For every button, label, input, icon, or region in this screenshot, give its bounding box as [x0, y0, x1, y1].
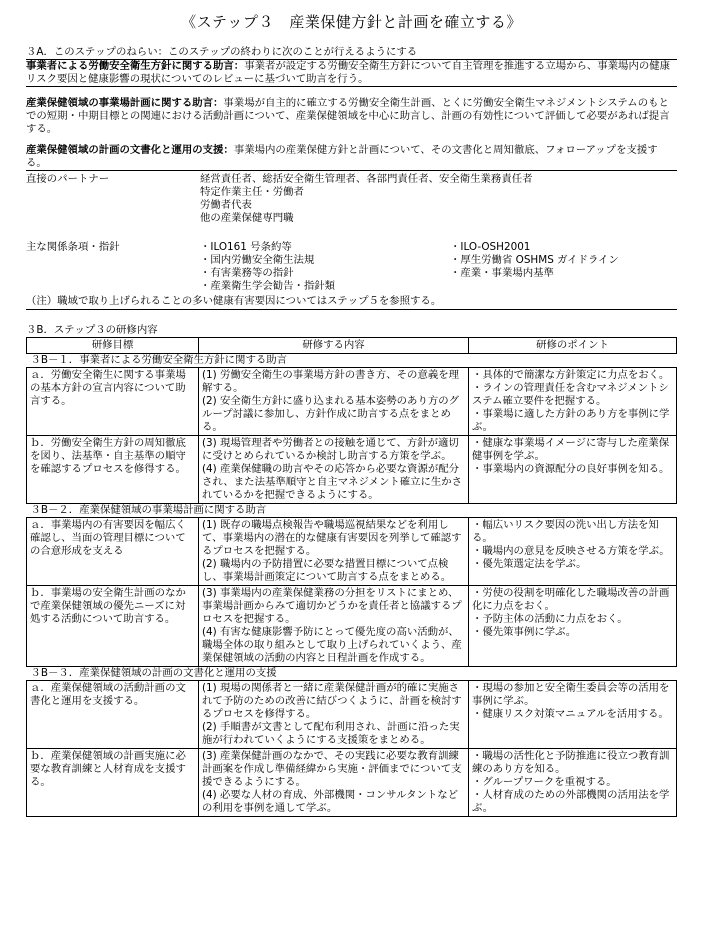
- group-title: ３B－１．事業者による労働安全衛生方針に関する助言: [27, 354, 677, 368]
- point-item: ・現場の参加と安全衛生委員会等の活用を事例に学ぶ。: [472, 682, 670, 707]
- ref-item: ・ILO161 号条約等: [200, 241, 292, 253]
- partners-list: [200, 173, 677, 225]
- partners-label: 直接のパートナー: [26, 173, 110, 185]
- group-header-row: [27, 504, 677, 518]
- content-item: (3) 現場管理者や労働者との接触を通じて、方針が適切に受けとめられているか検討し助言する方策を学ぶ。: [202, 437, 459, 462]
- ref-item: ・ILO-OSH2001: [450, 241, 531, 253]
- aim-label: 産業保健領域の計画の文書化と運用の支援：: [26, 144, 234, 156]
- divider: [26, 170, 677, 171]
- point-item: ・優先策選定法を学ぶ。: [472, 558, 587, 570]
- points-cell: [469, 518, 677, 586]
- point-item: ・グループワークを重視する。: [472, 776, 617, 788]
- partner-item: 経営責任者、総括安全衛生管理者、各部門責任者、安全衛生業務責任者: [200, 173, 533, 185]
- goal-cell: ａ．事業場内の有害要因を幅広く確認し、当面の管理目標についての合意形成を支える: [27, 518, 199, 586]
- goal-cell: ｂ．産業保健領域の計画実施に必要な教育訓練と人材育成を支援する。: [27, 749, 199, 817]
- content-item: (4) 有害な健康影響予防にとって優先度の高い活動が、職場全体の取り組みとして取り上げられていくよう、産業保健領域の活動の内容と日程計画を作成する。: [202, 626, 462, 664]
- content-item: (3) 事業場内の産業保健業務の分担をリストにまとめ、事業場計画からみて適切かどうかを責任者と協議するプロセスを把握する。: [202, 587, 462, 625]
- content-cell: [199, 586, 469, 667]
- aim-paragraph: [26, 144, 677, 170]
- point-item: ・職場の活性化と予防推進に役立つ教育訓練のあり方を知る。: [472, 750, 670, 775]
- refs-block: [26, 241, 677, 293]
- ref-item: ・厚生労働省 OSHMS ガイドライン: [450, 254, 619, 266]
- training-table: [26, 337, 677, 817]
- point-item: ・幅広いリスク要因の洗い出し方法を知る。: [472, 519, 659, 544]
- table-row: [27, 436, 677, 504]
- page-title: 《ステップ３ 産業保健方針と計画を確立する》: [181, 13, 522, 31]
- table-row: [27, 586, 677, 667]
- content-item: (1) 労働安全衛生の事業場方針の書き方、その意義を理解する。: [202, 369, 460, 394]
- column-header: 研修目標: [27, 338, 199, 354]
- group-header-row: [27, 354, 677, 368]
- point-item: ・人材育成のための外部機関の活用法を学ぶ。: [472, 789, 670, 814]
- points-cell: [469, 681, 677, 749]
- content-cell: [199, 749, 469, 817]
- partner-item: 特定作業主任・労働者: [200, 186, 304, 198]
- content-item: (4) 必要な人材の育成、外部機関・コンサルタントなどの利用を事例を通して学ぶ。: [202, 789, 459, 814]
- aim-paragraph: [26, 60, 677, 86]
- content-cell: [199, 368, 469, 436]
- content-item: (2) 職場内の予防措置に必要な措置目標について点検し、事業場計画策定について助言する点をまとめる。: [202, 558, 452, 583]
- content-item: (2) 手順書が文書として配布利用され、計画に沿った実施が行われていくようにする支援策をまとめる。: [202, 721, 460, 746]
- aim-text: 事業者が設定する労働安全衛生方針について自主管理を推進する立場から、事業場内の健康リスク要因と健康影響の現状についてのレビューに基づいて助言を行う。: [26, 60, 671, 85]
- aim-label: 産業保健領域の事業場計画に関する助言：: [26, 97, 224, 109]
- content-item: (2) 安全衛生方針に盛り込まれる基本姿勢のあり方のグループ討議に参加し、方針作成に助言する点をまとめる。: [202, 395, 460, 433]
- ref-item: ・産業・事業場内基準: [450, 267, 554, 279]
- content-item: (1) 現場の関係者と一緒に産業保健計画が的確に実施されて予防のための改善に結びつくように、計画を検討するプロセスを修得する。: [202, 682, 462, 720]
- partner-item: 労働者代表: [200, 199, 252, 211]
- points-cell: [469, 436, 677, 504]
- divider: [26, 86, 677, 87]
- ref-item: ・国内労働安全衛生法規: [200, 254, 315, 266]
- table-header-row: [27, 338, 677, 354]
- content-cell: [199, 436, 469, 504]
- point-item: ・健康な事業場イメージに寄与した産業保健事例を学ぶ。: [472, 437, 670, 462]
- partner-item: 他の産業保健専門職: [200, 212, 294, 224]
- point-item: ・職場内の意見を反映させる方策を学ぶ。: [472, 545, 670, 557]
- content-item: (4) 産業保健職の助言やその応答から必要な資源が配分され、また法基準順守と自主マネジメント確立に生かされているかを把握できるようにする。: [202, 463, 463, 501]
- point-item: ・ラインの管理責任を含むマネジメントシステム確立要件を把握する。: [472, 382, 669, 407]
- refs-label: 主な関係条項・指針: [26, 241, 120, 253]
- ref-item: ・有害業務等の指針: [200, 267, 294, 279]
- goal-cell: ｂ．労働安全衛生方針の周知徹底を図り、法基準・自主基準の順守を確認するプロセスを修得する。: [27, 436, 199, 504]
- aim-paragraph: [26, 97, 677, 136]
- note: （注）職域で取り上げられることの多い健康有害要因についてはステップ５を参照する。: [26, 295, 677, 310]
- aim-text: 事業場内の産業保健方針と計画について、その文書化と周知徹底、フォローアップを支援する。: [26, 144, 658, 169]
- ref-item: ・産業衛生学会勧告・指針類: [200, 280, 336, 292]
- content-heading: ３B．ステップ３の研修内容: [26, 324, 158, 336]
- group-title: ３B－３．産業保健領域の計画の文書化と運用の支援: [27, 667, 677, 681]
- points-cell: [469, 749, 677, 817]
- aim-label: 事業者による労働安全衛生方針に関する助言：: [26, 60, 245, 72]
- content-cell: [199, 681, 469, 749]
- group-title: ３B－２．産業保健領域の事業場計画に関する助言: [27, 504, 677, 518]
- content-item: (3) 産業保健計画のなかで、その実践に必要な教育訓練計画案を作成し準備経緯から実施・評価までについて支援できるようにする。: [202, 750, 462, 788]
- point-item: ・具体的で簡潔な方針策定に力点をおく。: [472, 369, 670, 381]
- aim-heading: ３A．このステップのねらい：このステップの終わりに次のことが行えるようにする: [26, 46, 677, 60]
- points-cell: [469, 586, 677, 667]
- point-item: ・事業場に適した方針のあり方を事例に学ぶ。: [472, 408, 670, 433]
- table-row: [27, 681, 677, 749]
- point-item: ・事業場内の資源配分の良好事例を知る。: [472, 463, 670, 475]
- aim-text: 事業場が自主的に確立する労働安全衛生計画、とくに労働安全衛生マネジメントシステムのもとでの短期・中期目標との関連における活動計画について、産業保健領域を中心に助言し、計画の有効性について評価して必要があれば提言する。: [26, 97, 670, 135]
- goal-cell: ｂ．事業場の安全衛生計画のなかで産業保健領域の優先ニーズに対処する活動について助言する。: [27, 586, 199, 667]
- goal-cell: ａ．産業保健領域の活動計画の文書化と運用を支援する。: [27, 681, 199, 749]
- partners-block: [26, 173, 677, 225]
- point-item: ・予防主体の活動に力点をおく。: [472, 613, 628, 625]
- goal-cell: ａ．労働安全衛生に関する事業場の基本方針の宣言内容について助言する。: [27, 368, 199, 436]
- table-row: [27, 518, 677, 586]
- table-row: [27, 368, 677, 436]
- point-item: ・労使の役割を明確化した職場改善の計画化に力点をおく。: [472, 587, 670, 612]
- column-header: 研修する内容: [199, 338, 469, 354]
- content-cell: [199, 518, 469, 586]
- point-item: ・健康リスク対策マニュアルを活用する。: [472, 708, 669, 720]
- content-item: (1) 既存の職場点検報告や職場巡視結果などを利用して、事業場内の潜在的な健康有害要因を列挙して確認するプロセスを把握する。: [202, 519, 462, 557]
- aim-section: [26, 60, 677, 310]
- table-row: [27, 749, 677, 817]
- refs-list: [200, 241, 677, 293]
- column-header: 研修のポイント: [469, 338, 677, 354]
- group-header-row: [27, 667, 677, 681]
- point-item: ・優先策事例に学ぶ。: [472, 626, 577, 638]
- points-cell: [469, 368, 677, 436]
